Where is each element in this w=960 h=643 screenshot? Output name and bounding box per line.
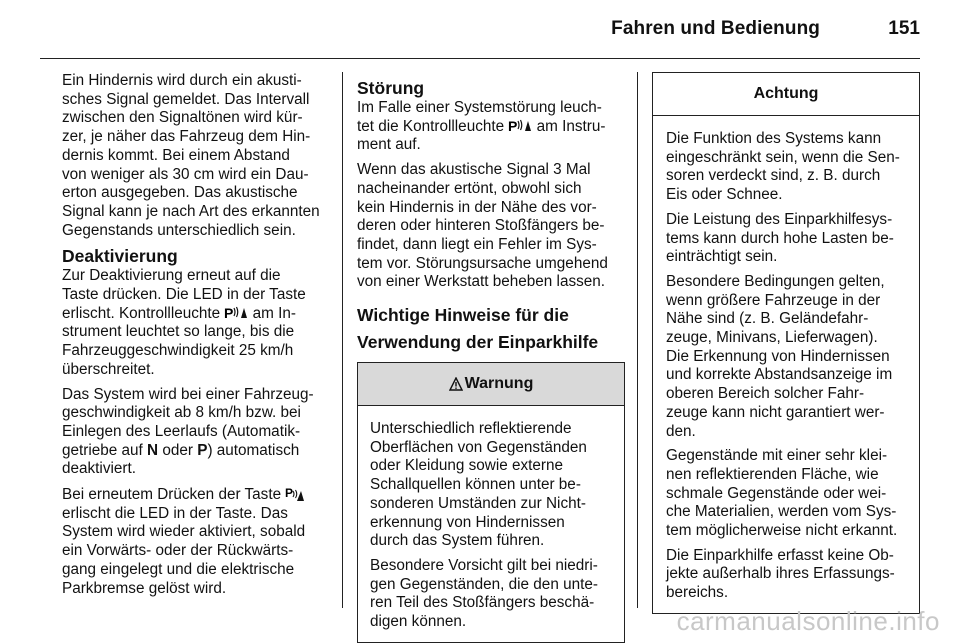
gear-p: P	[197, 441, 208, 459]
warning-header	[358, 363, 624, 406]
text-line: oberen Bereich solcher Fahr-	[666, 385, 865, 403]
text-line: zer, je näher das Fahrzeug dem Hin-	[62, 128, 311, 146]
section-title: Fahren und Bedienung	[611, 18, 820, 39]
text-line: tems kann durch hohe Lasten be-	[666, 229, 894, 247]
text-line: Die Funktion des Systems kann	[666, 130, 882, 147]
text-line: gang eingelegt und die elektrische	[62, 560, 295, 578]
text-line: und korrekte Abstandsanzeige im	[666, 366, 893, 384]
text-line: gen Gegenständen, die den unte-	[370, 575, 598, 593]
text-line: von weniger als 30 cm wird ein Dau-	[62, 165, 309, 183]
text-line: den.	[666, 422, 696, 440]
caution-paragraph-3	[666, 273, 913, 441]
intro-paragraph	[62, 72, 330, 240]
header-divider	[40, 58, 920, 59]
text-line: nen reflektierenden Fläche, wie	[666, 465, 879, 483]
svg-text:P: P	[508, 117, 518, 133]
text-line: Einlegen des Leerlaufs (Automatik-	[62, 422, 301, 440]
deactivation-paragraph-1: Zur Deaktivierung erneut auf die Taste drücken. Die LED in der Taste erlischt. Kontrollleuchte P am In- strument leuchtet so lange, bis die Fahrzeuggeschwindigkeit 25 km/h überschreitet.	[62, 267, 330, 379]
text-line: Schallquellen können unter be-	[370, 476, 581, 494]
park-assist-button-icon	[285, 485, 305, 502]
text-line: von einer Werkstatt beheben lassen.	[357, 273, 606, 291]
text-line: sches Signal gemeldet. Das Intervall	[62, 90, 310, 108]
page-number: 151	[888, 18, 920, 39]
text-line: Unterschiedlich reflektierende	[370, 420, 572, 438]
caution-paragraph-1	[666, 130, 913, 205]
text-line: wenn größere Fahrzeuge in der	[666, 291, 881, 309]
warning-paragraph-2	[370, 557, 618, 632]
text-line: Verwendung der Einparkhilfe	[357, 332, 599, 353]
caution-paragraph-2	[666, 211, 913, 267]
caution-body	[653, 116, 919, 613]
text-line: Besondere Vorsicht gilt bei niedri-	[370, 556, 598, 574]
malfunction-paragraph-2	[357, 161, 625, 292]
text-line: Die Leistung des Einparkhilfesys-	[666, 210, 893, 228]
text-line: ren Teil des Stoßfängers beschä-	[370, 594, 595, 612]
warning-paragraph-1	[370, 420, 618, 551]
text-line: zeuge, Minivans, Lieferwagen).	[666, 329, 878, 347]
text-line: Zur Deaktivierung erneut auf die	[62, 267, 281, 285]
text-line: tem möglicherweise nicht erkannt.	[666, 522, 898, 540]
text-line: Gegenstände mit einer sehr klei-	[666, 447, 888, 465]
warning-triangle-icon	[449, 377, 463, 391]
text-line: Eis oder Schnee.	[666, 186, 783, 204]
column-2	[357, 72, 625, 643]
text-line: geschwindigkeit ab 8 km/h bzw. bei	[62, 404, 301, 422]
park-assist-indicator-icon	[224, 305, 248, 320]
text-line: Gegenstands unterschiedlich sein.	[62, 221, 296, 239]
text-line: ein Vorwärts- oder der Rückwärts-	[62, 542, 294, 560]
text-line: soren verdeckt sind, z. B. durch	[666, 167, 881, 185]
text-line: oder Kleidung sowie externe	[370, 457, 564, 475]
column-divider-1	[342, 72, 343, 608]
text-line: bereichs.	[666, 584, 729, 602]
text-line: Parkbremse gelöst wird.	[62, 579, 227, 597]
park-assist-indicator-icon	[508, 118, 532, 133]
hints-heading	[357, 302, 625, 356]
text-line: strument leuchtet so lange, bis die	[62, 323, 295, 341]
caution-paragraph-5	[666, 547, 913, 603]
warning-body	[358, 406, 624, 642]
text-line: Oberflächen von Gegenständen	[370, 438, 587, 456]
column-1	[62, 72, 330, 604]
text-line: erton ausgegeben. Das akustische	[62, 184, 298, 202]
text-line: einträchtigt sein.	[666, 248, 778, 266]
text-line: che Materialien, werden vom Sys-	[666, 503, 897, 521]
text-line: findet, dann liegt ein Fehler im Sys-	[357, 235, 597, 253]
svg-text:P: P	[285, 486, 294, 501]
caution-title: Achtung	[753, 84, 819, 102]
deactivation-heading: Deaktivierung	[62, 246, 178, 267]
text-line: deren oder hinteren Stoßfängers be-	[357, 217, 605, 235]
caution-box	[652, 72, 920, 614]
watermark: carmanualsonline.info	[676, 606, 940, 636]
column-3	[652, 72, 920, 614]
malfunction-heading: Störung	[357, 78, 425, 98]
svg-text:P: P	[224, 304, 234, 320]
text-line: Ein Hindernis wird durch ein akusti-	[62, 72, 302, 89]
warning-title: Warnung	[464, 374, 534, 392]
text-line: erkennung von Hindernissen	[370, 513, 565, 531]
text-line: eingeschränkt sein, wenn die Sen-	[666, 148, 900, 166]
deactivation-paragraph-2: Das System wird bei einer Fahrzeug- geschwindigkeit ab 8 km/h bzw. bei Einlegen des Leerlaufs (Automatik- getriebe auf N oder P) automatisch deaktiviert.	[62, 386, 330, 480]
text-line: Die Einparkhilfe erfasst keine Ob-	[666, 546, 894, 564]
caution-paragraph-4	[666, 447, 913, 541]
text-line: dernis kommt. Bei einem Abstand	[62, 146, 290, 164]
text-line: Nähe sind (z. B. Geländefahr-	[666, 310, 869, 328]
text-line: Das System wird bei einer Fahrzeug-	[62, 385, 314, 403]
gear-n: N	[147, 441, 159, 459]
text-line: Signal kann je nach Art des erkannten	[62, 202, 320, 220]
text-line: digen können.	[370, 613, 467, 631]
deactivation-paragraph-3: Bei erneutem Drücken der Taste P erlischt die LED in der Taste. Das System wird wieder aktiviert, sobald ein Vorwärts- oder der Rückwärts- gang eingelegt und die elektrische Parkbremse gelöst wird.	[62, 485, 330, 598]
caution-header	[653, 73, 919, 116]
text-line: deaktiviert.	[62, 460, 136, 478]
text-line: sonderen Umständen zur Nicht-	[370, 494, 586, 512]
warning-box	[357, 362, 625, 643]
text-line: nacheinander ertönt, obwohl sich	[357, 179, 582, 197]
text-line: schmale Gegenstände oder wei-	[666, 484, 887, 502]
text-line: durch das System führen.	[370, 532, 545, 550]
text-line: Taste drücken. Die LED in der Taste	[62, 286, 306, 304]
malfunction-paragraph-1: Im Falle einer Systemstörung leuch- tet die Kontrollleuchte P am Instru- ment auf.	[357, 99, 625, 155]
text-line: überschreitet.	[62, 360, 155, 378]
text-line: System wird wieder aktiviert, sobald	[62, 523, 306, 541]
text-line: Besondere Bedingungen gelten,	[666, 272, 885, 290]
text-line: zwischen den Signaltönen wird kür-	[62, 109, 303, 127]
text-line: erlischt die LED in der Taste. Das	[62, 504, 288, 522]
text-line: Wenn das akustische Signal 3 Mal	[357, 161, 591, 179]
text-line: kein Hindernis in der Nähe des vor-	[357, 198, 597, 216]
text-line: jekte außerhalb ihres Erfassungs-	[666, 565, 895, 583]
text-line: Die Erkennung von Hindernissen	[666, 347, 890, 365]
text-line: Fahrzeuggeschwindigkeit 25 km/h	[62, 342, 294, 360]
text-line: ment auf.	[357, 136, 421, 154]
text-line: zeuge kann nicht garantiert wer-	[666, 403, 885, 421]
text-line: tem vor. Störungsursache umgehend	[357, 254, 608, 272]
text-line: Wichtige Hinweise für die	[357, 305, 569, 326]
column-divider-2	[637, 72, 638, 608]
